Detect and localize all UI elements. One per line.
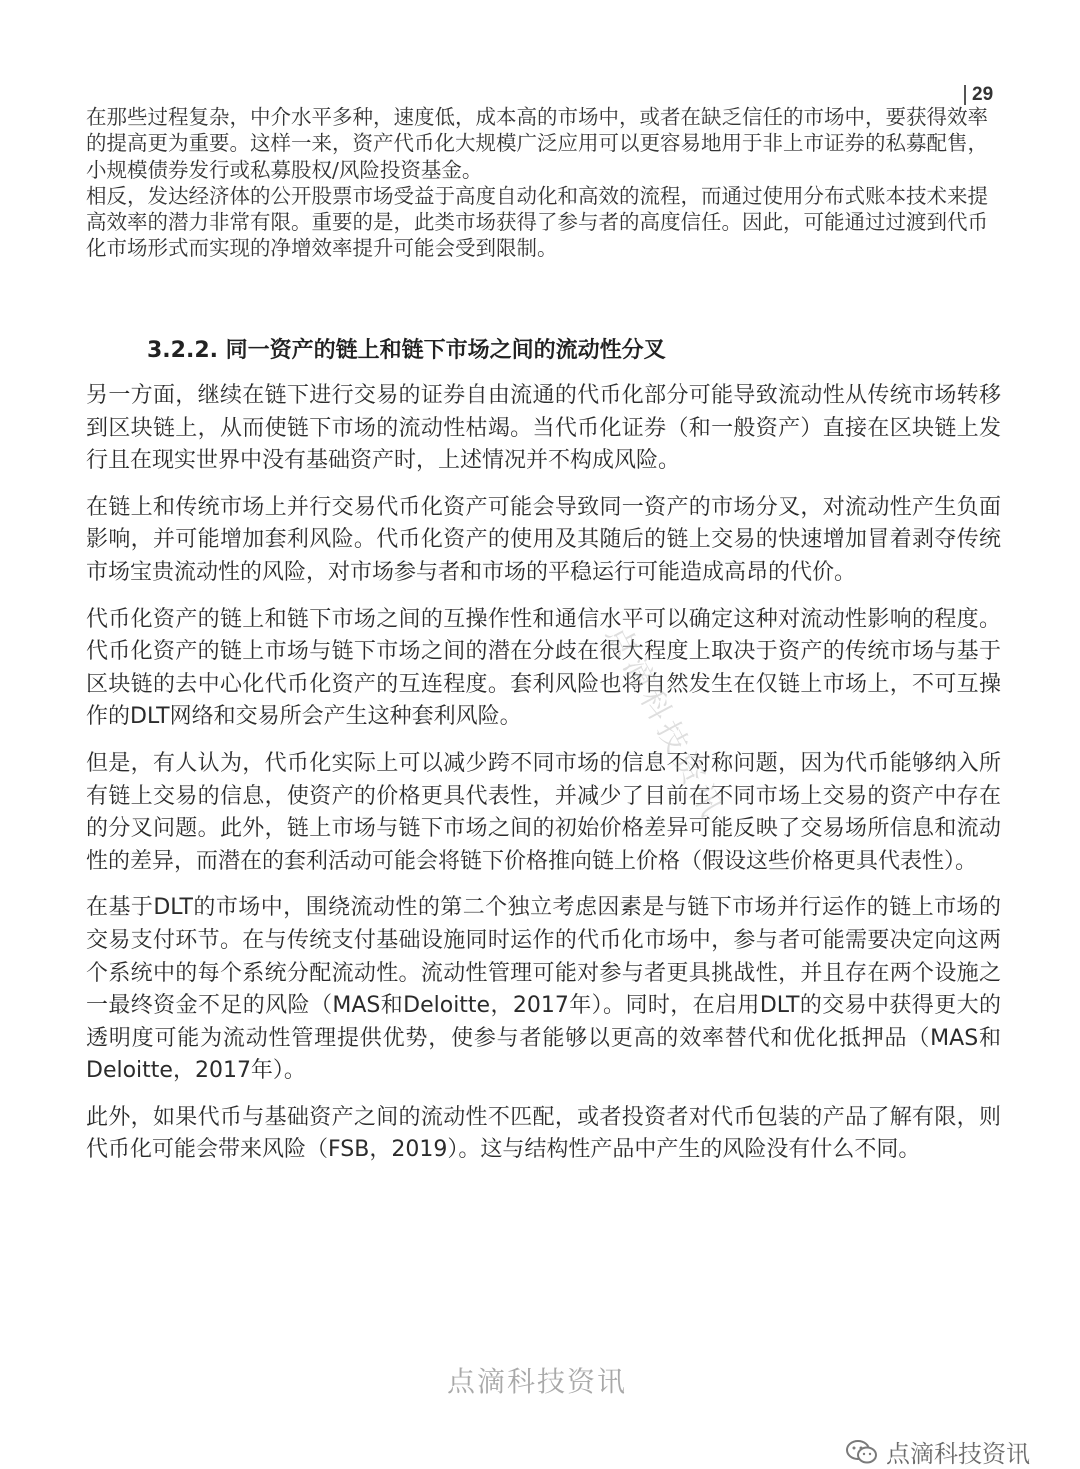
section-body	[86, 380, 1001, 1181]
intro-paragraph: 相反，发达经济体的公开股票市场受益于高度自动化和高效的流程，而通过使用分布式账本技术来提高效率的潜力非常有限。重要的是，此类市场获得了参与者的高度信任。因此，可能通过过渡到代币化市场形式而实现的净增效率提升可能会受到限制。	[86, 183, 988, 261]
wechat-account-badge	[846, 1434, 1030, 1469]
body-paragraph: 在基于DLT的市场中，围绕流动性的第二个独立考虑因素是与链下市场并行运作的链上市场的交易支付环节。在与传统支付基础设施同时运作的代币化市场中，参与者可能需要决定向这两个系统中的每个系统分配流动性。流动性管理可能对参与者更具挑战性，并且存在两个设施之一最终资金不足的风险（MAS和Deloitte，2017年）。同时，在启用DLT的交易中获得更大的透明度可能为流动性管理提供优势，使参与者能够以更高的效率替代和优化抵押品（MAS和Deloitte，2017年）。	[86, 895, 1001, 1084]
body-paragraph: 代币化资产的链上和链下市场之间的互操作性和通信水平可以确定这种对流动性影响的程度。代币化资产的链上市场与链下市场之间的潜在分歧在很大程度上取决于资产的传统市场与基于区块链的去中心化代币化资产的互连程度。套利风险也将自然发生在仅链上市场上，不可互操作的DLT网络和交易所会产生这种套利风险。	[86, 606, 1001, 730]
page-number: 29	[964, 85, 993, 105]
intro-text	[86, 104, 1001, 262]
body-paragraph: 但是，有人认为，代币化实际上可以减少跨不同市场的信息不对称问题，因为代币能够纳入所有链上交易的信息，使资产的价格更具代表性，并减少了目前在不同市场上交易的资产中存在的分叉问题。此外，链上市场与链下市场之间的初始价格差异可能反映了交易场所信息和流动性的差异，而潜在的套利活动可能会将链下价格推向链上价格（假设这些价格更具代表性）。	[86, 750, 1001, 874]
wechat-icon	[846, 1439, 878, 1465]
intro-paragraph: 在那些过程复杂，中介水平多种，速度低，成本高的市场中，或者在缺乏信任的市场中，要获得效率的提高更为重要。这样一来，资产代币化大规模广泛应用可以更容易地用于非上市证券的私募配售，小规模债券发行或私募股权/风险投资基金。	[86, 105, 988, 182]
footer-watermark: 点滴科技资讯	[447, 1365, 628, 1398]
wechat-account-name: 点滴科技资讯	[886, 1440, 1030, 1468]
body-paragraph: 此外，如果代币与基础资产之间的流动性不匹配，或者投资者对代币包装的产品了解有限，则代币化可能会带来风险（FSB，2019）。这与结构性产品中产生的风险没有什么不同。	[86, 1104, 1001, 1163]
body-paragraph: 另一方面，继续在链下进行交易的证券自由流通的代币化部分可能导致流动性从传统市场转移到区块链上，从而使链下市场的流动性枯竭。当代币化证券（和一般资产）直接在区块链上发行且在现实世界中没有基础资产时，上述情况并不构成风险。	[86, 383, 1001, 474]
section-heading: 3.2.2. 同一资产的链上和链下市场之间的流动性分叉	[147, 338, 666, 363]
diagonal-watermark: 点滴科技资讯	[598, 620, 732, 828]
body-paragraph: 在链上和传统市场上并行交易代币化资产可能会导致同一资产的市场分叉，对流动性产生负面影响，并可能增加套利风险。代币化资产的使用及其随后的链上交易的快速增加冒着剥夺传统市场宝贵流动性的风险，对市场参与者和市场的平稳运行可能造成高昂的代价。	[86, 494, 1001, 585]
